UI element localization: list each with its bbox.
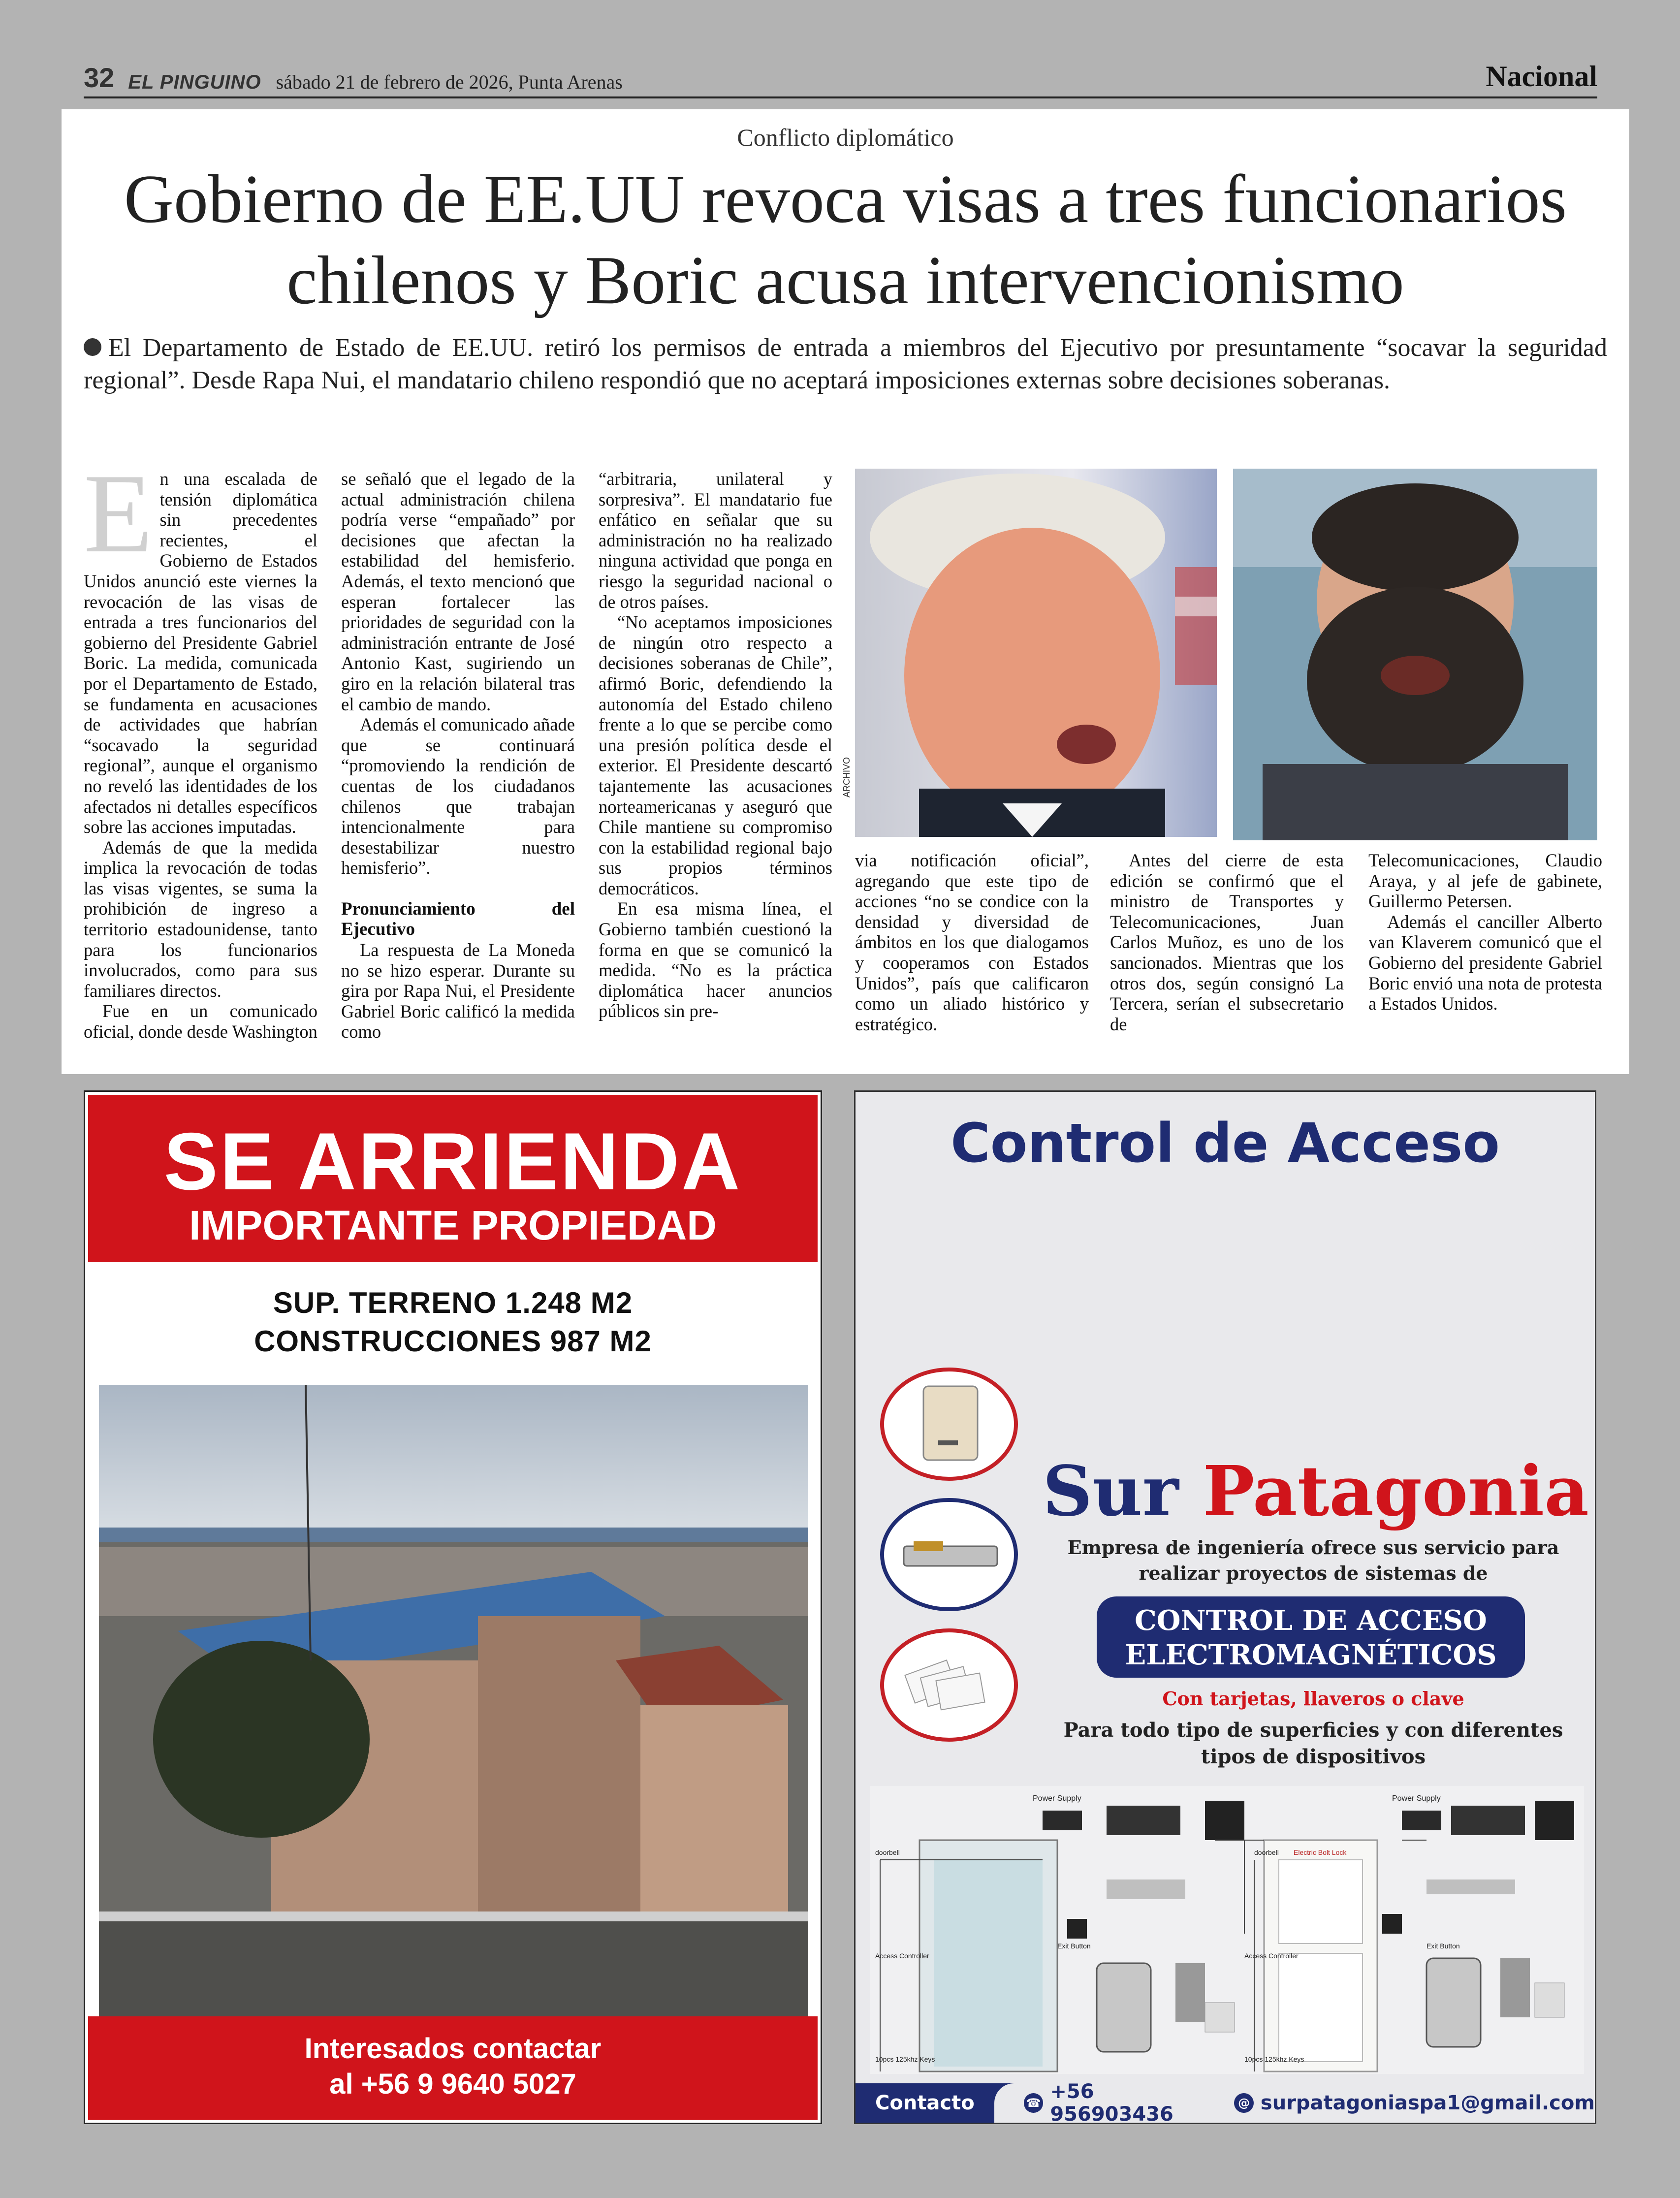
lead-text: El Departamento de Estado de EE.UU. retiró los permisos de entrada a miembros del Ejecutivo por presuntamente “socavar la seguridad regional”. Desde Rapa Nui, el mandatario chileno respondió que no aceptará imposiciones externas sobre decisiones soberanas. <box>84 334 1607 394</box>
article-column-6 <box>1368 850 1602 1014</box>
article-paragraph: Fue en un comunicado oficial, donde desde Washington <box>84 1001 317 1042</box>
article-column-1 <box>84 450 317 1042</box>
label-power-supply-1: Power Supply <box>1033 1794 1081 1803</box>
ad-access-footer <box>856 2080 1595 2126</box>
power-supply-icon <box>880 1368 1018 1481</box>
label-electric-lock: Electric Bolt Lock <box>1294 1848 1347 1856</box>
headline-line-2: chilenos y Boric acusa intervencionismo <box>286 242 1404 319</box>
ad-rental-contact-line-1: Interesados contactar <box>304 2033 602 2065</box>
label-access-controller-2: Access Controller <box>1244 1952 1299 1960</box>
ad-rental-photo <box>99 1385 808 2020</box>
label-keys-1: 10pcs 125khz Keys <box>875 2055 935 2063</box>
drop-cap: E <box>84 450 153 576</box>
ad-access-contact-info <box>994 2080 1595 2126</box>
ad-access-phone: +56 956903436 <box>1050 2080 1173 2126</box>
article-paragraph: via notificación oficial”, agregando que este tipo de acciones “no se condice con la densidad y diversidad de ámbitos en los que dialogamos y cooperamos con Estados Unidos”, país que calificaron como un aliado histórico y estratégico. <box>855 850 1089 1034</box>
article-paragraph: “No aceptamos imposiciones de ningún otro respecto a decisiones soberanas de Chile”, afirmó Boric, defendiendo la autonomía del Estado chileno frente a lo que se percibe como una presión política desde el exterior. El Presidente descartó tajantemente las acusaciones norteamericanas y aseguró que Chile mantiene su compromiso con la estabilidad regional bajo sus propios términos democráticos. <box>599 612 832 898</box>
label-keys-2: 10pcs 125khz Keys <box>1244 2055 1304 2063</box>
dateline: sábado 21 de febrero de 2026, Punta Arenas <box>276 71 623 93</box>
article-paragraph: En esa misma línea, el Gobierno también cuestionó la forma en que se comunicó la medida. “No es la práctica diplomática hacer anuncios públicos sin pre- <box>599 898 832 1021</box>
label-access-controller-1: Access Controller <box>875 1952 929 1960</box>
label-power-supply-2: Power Supply <box>1392 1794 1441 1803</box>
ad-access-brand <box>1043 1451 1589 1532</box>
article <box>62 109 1629 1074</box>
ad-rental-header <box>88 1095 818 1262</box>
ad-access-diagram <box>870 1786 1584 2074</box>
article-paragraph: Además el comunicado añade que se continuará “promoviendo la rendición de cuentas de los ciudadanos chilenos que trabajan intencionalmente para desestabilizar nuestro hemisferio”. <box>341 714 575 878</box>
email-icon: @ <box>1234 2093 1254 2113</box>
page-number: 32 <box>84 62 115 93</box>
article-paragraph: Telecomunicaciones, Claudio Araya, y al jefe de gabinete, Guillermo Petersen. <box>1368 850 1602 912</box>
photo-credit: ARCHIVO <box>842 757 852 797</box>
article-column-5 <box>1110 850 1344 1034</box>
label-exit-button-2: Exit Button <box>1426 1942 1460 1950</box>
newspaper-logo: EL PINGUINO <box>128 71 261 93</box>
article-paragraph: Además el canciller Alberto van Klaverem comunicó que el Gobierno del presidente Gabriel Boric envió una nota de protesta a Estados Unidos. <box>1368 911 1602 1014</box>
electric-strike-icon <box>880 1498 1018 1611</box>
ad-rental <box>84 1090 822 2124</box>
pill-line-2: ELECTROMAGNÉTICOS <box>1125 1639 1497 1671</box>
article-kicker: Conflicto diplomático <box>737 124 954 151</box>
article-column-3 <box>599 469 832 1021</box>
ad-access-email: surpatagoniaspa1@gmail.com <box>1260 2092 1595 2114</box>
article-paragraph: “arbitraria, unilateral y sorpresiva”. El mandatario fue enfático en señalar que su administración no ha realizado ninguna actividad que ponga en riesgo la seguridad nacional o de otros países. <box>599 469 832 612</box>
article-column-4 <box>855 850 1089 1034</box>
masthead <box>84 60 1597 98</box>
article-headline <box>91 159 1600 321</box>
ad-access-description: Empresa de ingeniería ofrece sus servicio para realizar proyectos de sistemas de <box>1067 1536 1559 1584</box>
article-paragraph: se señaló que el legado de la actual administración chilena podría verse “empañado” por decisiones que afectan la estabilidad del hemisferio. Además, el texto mencionó que esperan fortalecer las prioridades de seguridad con la administración entrante de José Antonio Kast, sugiriendo un giro en la relación bilateral tras el cambio de mando. <box>341 469 575 714</box>
access-cards-icon <box>880 1628 1018 1742</box>
ad-access-description-2: Para todo tipo de superficies y con diferentes tipos de dispositivos <box>1063 1719 1563 1768</box>
ad-access-service-pill <box>1097 1596 1525 1678</box>
headline-line-1: Gobierno de EE.UU revoca visas a tres funcionarios <box>124 161 1567 237</box>
photo-boric <box>1233 469 1597 840</box>
ad-rental-specs <box>85 1284 821 1361</box>
article-paragraph: Antes del cierre de esta edición se confirmó que el ministro de Transportes y Telecomunicaciones, Juan Carlos Muñoz, es uno de los sancionados. Mientras que los otros dos, según consignó La Tercera, serían el subsecretario de <box>1110 850 1344 1034</box>
label-doorbell-2: doorbell <box>1254 1848 1279 1856</box>
pill-line-1: CONTROL DE ACCESO <box>1135 1604 1487 1637</box>
label-doorbell-1: doorbell <box>875 1848 900 1856</box>
ad-rental-title: SE ARRIENDA <box>163 1116 742 1207</box>
photo-trump <box>855 469 1217 837</box>
article-paragraph: La respuesta de La Moneda no se hizo esperar. Durante su gira por Rapa Nui, el Presidente Gabriel Boric calificó la medida como <box>341 940 575 1042</box>
ad-access-methods: Con tarjetas, llaveros o clave <box>1162 1688 1464 1710</box>
phone-icon: ☎ <box>1024 2093 1044 2113</box>
section-title: Nacional <box>1486 60 1597 93</box>
brand-name-1: Sur <box>1043 1451 1179 1532</box>
ad-rental-phone: al +56 9 9640 5027 <box>329 2068 576 2100</box>
article-paragraph: n una escalada de tensión diplomática sin precedentes recientes, el Gobierno de Estados Unidos anunció este viernes la revocación de las visas de entrada a tres funcionarios del gobierno del Presidente Gabriel Boric. La medida, comunicada por el Departamento de Estado, se fundamenta en acusaciones de actividades que habrían “socavado la seguridad regional”, aunque el organismo no reveló las identidades de los afectados ni detalles específicos sobre las acciones imputadas. <box>84 469 317 837</box>
brand-name-2: Patagonia <box>1203 1451 1589 1532</box>
ad-access-control <box>854 1090 1596 2124</box>
ad-access-title: Control de Acceso <box>951 1112 1500 1175</box>
article-paragraph: Además de que la medida implica la revocación de todas las visas vigentes, se suma la prohibición de ingreso a territorio estadounidense, tanto para los funcionarios involucrados, como para sus familiares directos. <box>84 837 317 1001</box>
article-subhead: Pronunciamiento del Ejecutivo <box>341 898 575 940</box>
ad-rental-contact <box>88 2016 818 2120</box>
ad-rental-spec-land: SUP. TERRENO 1.248 M2 <box>273 1286 633 1319</box>
ad-access-contact-label: Contacto <box>875 2092 994 2114</box>
ad-rental-subtitle: IMPORTANTE PROPIEDAD <box>189 1202 717 1248</box>
article-column-2 <box>341 469 575 1042</box>
article-lead <box>84 332 1607 397</box>
ad-rental-spec-build: CONSTRUCCIONES 987 M2 <box>254 1325 652 1358</box>
bullet-icon <box>84 338 101 356</box>
label-exit-button-1: Exit Button <box>1057 1942 1091 1950</box>
